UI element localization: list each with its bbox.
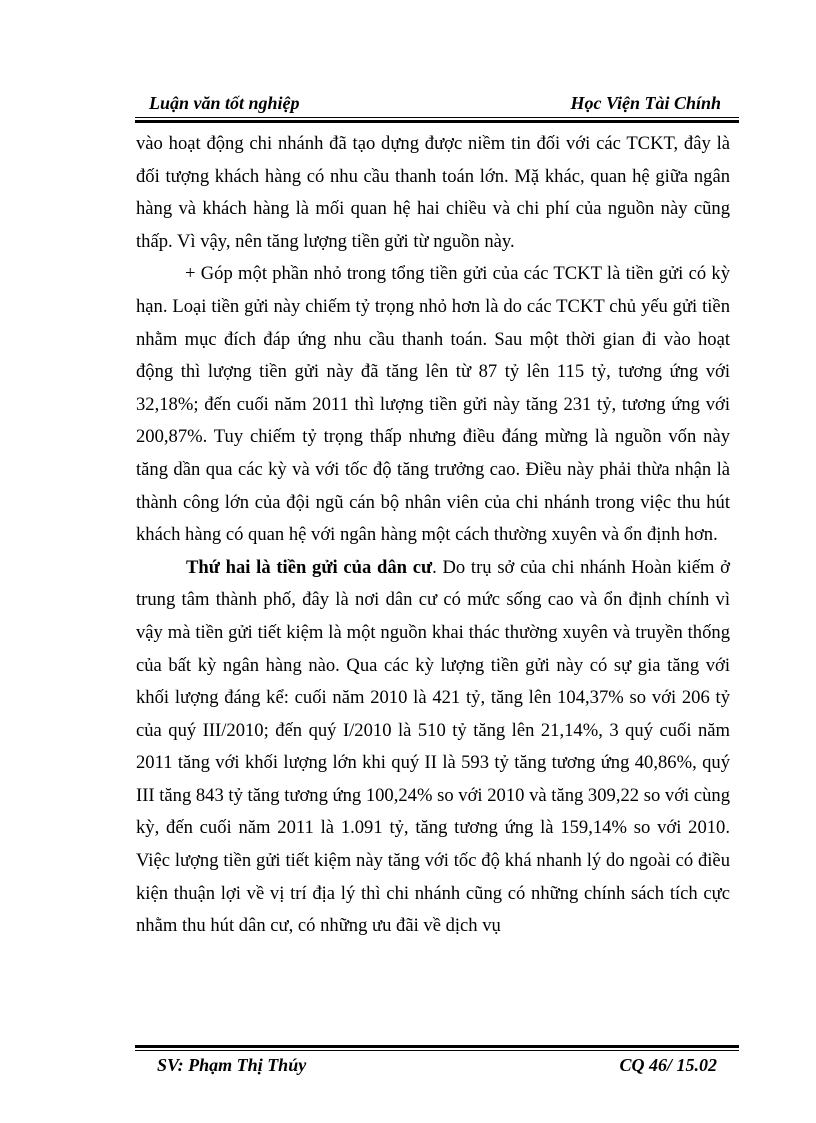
- footer-rule-thick: [135, 1045, 739, 1048]
- paragraph-household-deposits: [136, 552, 730, 943]
- page-header: [135, 92, 739, 116]
- footer-student-name: SV: Phạm Thị Thúy: [157, 1055, 307, 1075]
- page-footer: [135, 1054, 739, 1078]
- paragraph-body-text: . Do trụ sở của chi nhánh Hoàn kiếm ở trung tâm thành phố, đây là nơi dân cư có mức sống cao và ổn định chính vì vậy mà tiền gửi tiết kiệm là một nguồn khai thác thường xuyên và truyền thống của bất kỳ ngân hàng nào. Qua các kỳ lượng tiền gửi này có sự gia tăng với khối lượng đáng kể: cuối năm 2010 là 421 tỷ, tăng lên 104,37% so với 206 tỷ của quý III/2010; đến quý I/2010 là 510 tỷ tăng lên 21,14%, 3 quý cuối năm 2011 tăng với khối lượng lớn khi quý II là 593 tỷ tăng tương ứng 40,86%, quý III tăng 843 tỷ tăng tương ứng 100,24% so với 2010 và tăng 309,22 so với cùng kỳ, đến cuối năm 2011 là 1.091 tỷ, tăng tương ứng là 159,14% so với 2010. Việc lượng tiền gửi tiết kiệm này tăng với tốc độ khá nhanh lý do ngoài có điều kiện thuận lợi về vị trí địa lý thì chi nhánh cũng có những chính sách tích cực nhằm thu hút dân cư, có những ưu đãi về dịch vụ: [136, 556, 730, 937]
- header-thesis-title: Luận văn tốt nghiệp: [149, 93, 300, 113]
- header-rule-thin: [135, 117, 739, 118]
- header-rule-thick: [135, 120, 739, 123]
- paragraph-continuation: vào hoạt động chi nhánh đã tạo dựng được niềm tin đối với các TCKT, đây là đối tượng khách hàng có nhu cầu thanh toán lớn. Mặ khác, quan hệ giữa ngân hàng và khách hàng là mối quan hệ hai chiều và chi phí của nguồn này cũng thấp. Vì vậy, nên tăng lượng tiền gửi từ nguồn này.: [136, 133, 730, 252]
- footer-class-code: CQ 46/ 15.02: [619, 1055, 717, 1075]
- document-body: [136, 128, 730, 943]
- paragraph-lead-bold: Thứ hai là tiền gửi của dân cư: [186, 556, 433, 578]
- footer-rule-thin: [135, 1050, 739, 1051]
- header-institution: Học Viện Tài Chính: [570, 93, 721, 113]
- paragraph-term-deposits: + Góp một phần nhỏ trong tổng tiền gửi của các TCKT là tiền gửi có kỳ hạn. Loại tiền gửi này chiếm tỷ trọng nhỏ hơn là do các TCKT chủ yếu gửi tiền nhằm mục đích đáp ứng nhu cầu thanh toán. Sau một thời gian đi vào hoạt động thì lượng tiền gửi này đã tăng lên từ 87 tỷ lên 115 tỷ, tương ứng với 32,18%; đến cuối năm 2011 thì lượng tiền gửi này tăng 231 tỷ, tương ứng với 200,87%. Tuy chiếm tỷ trọng thấp nhưng điều đáng mừng là nguồn vốn này tăng dần qua các kỳ và với tốc độ tăng trưởng cao. Điều này phải thừa nhận là thành công lớn của đội ngũ cán bộ nhân viên của chi nhánh trong việc thu hút khách hàng có quan hệ với ngân hàng một cách thường xuyên và ổn định hơn.: [136, 263, 730, 546]
